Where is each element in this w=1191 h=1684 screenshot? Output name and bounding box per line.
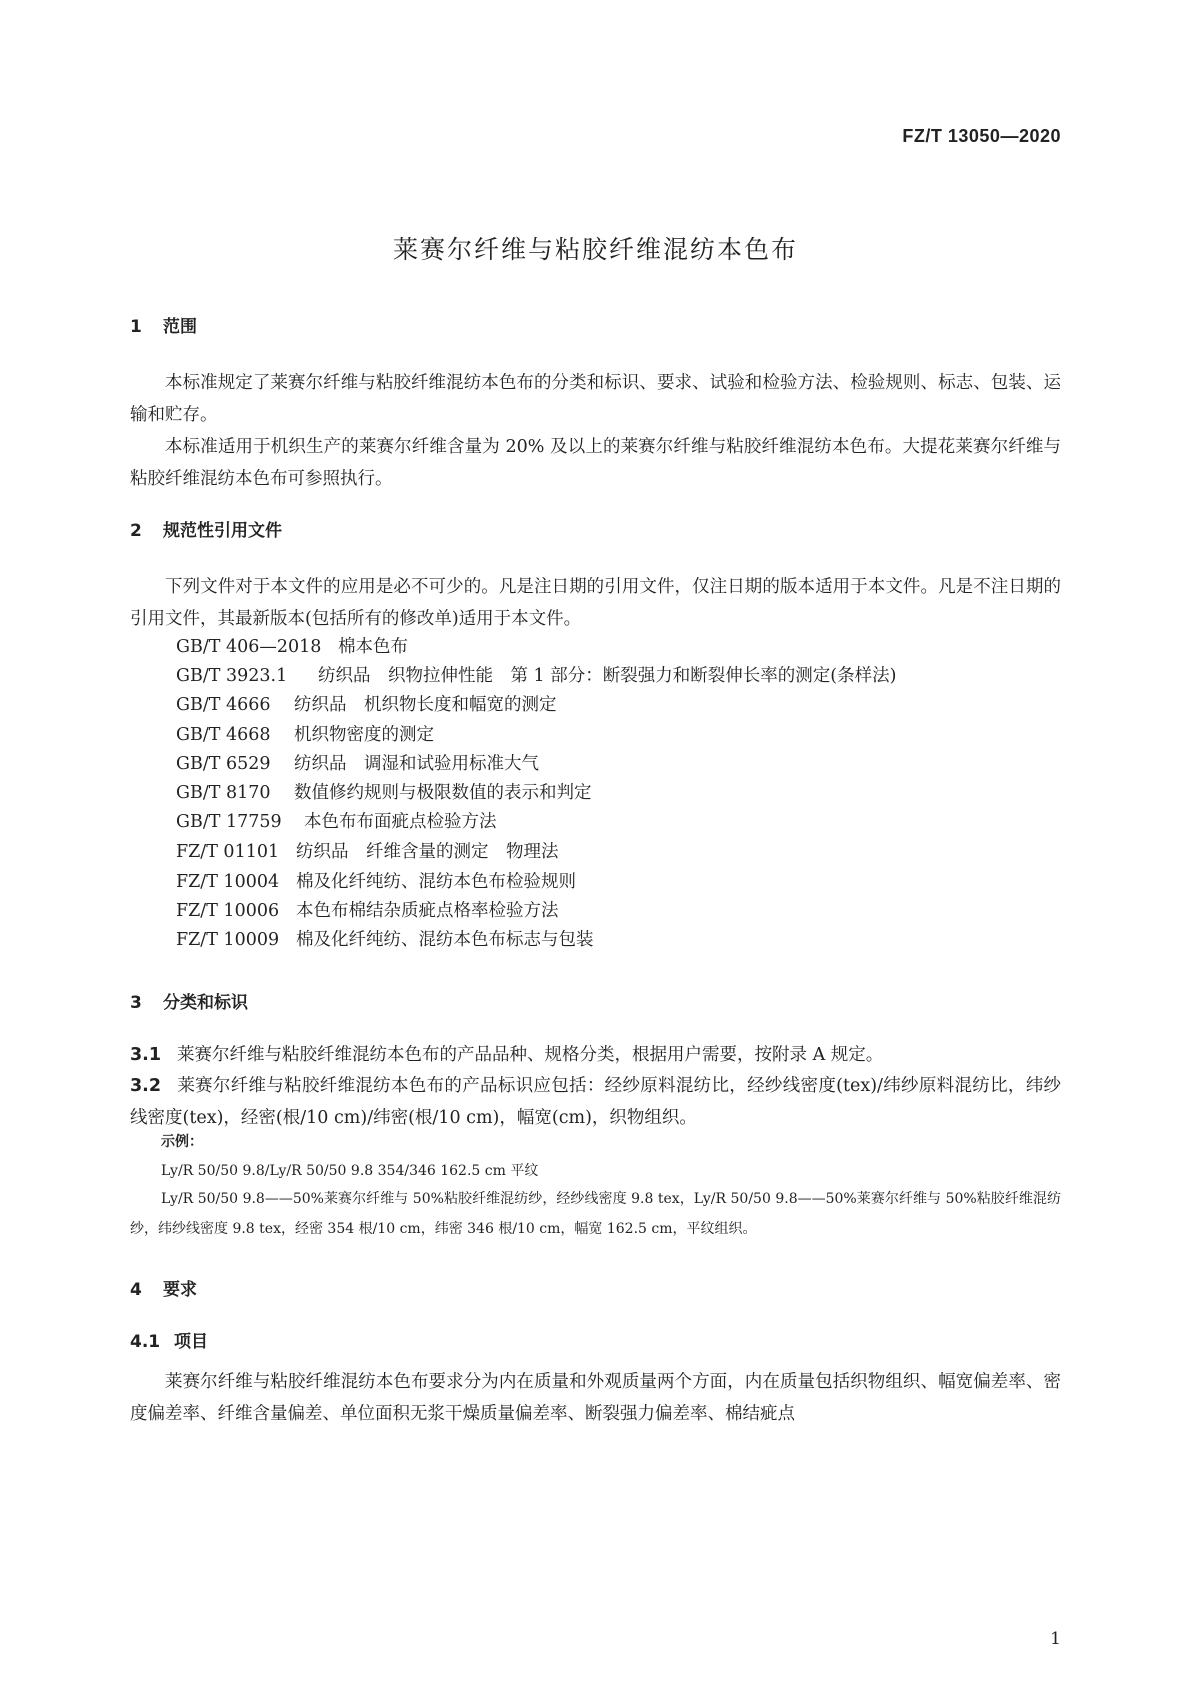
section-title: 范围: [163, 317, 197, 337]
clause-text: 莱赛尔纤维与粘胶纤维混纺本色布的产品品种、规格分类，根据用户需要，按附录 A 规定。: [177, 1045, 884, 1065]
section-title: 分类和标识: [163, 993, 248, 1013]
reference-title: 棉及化纤纯纺、混纺本色布标志与包装: [296, 930, 594, 950]
reference-title: 数值修约规则与极限数值的表示和判定: [294, 783, 592, 803]
section-1-paragraph-1: 本标准规定了莱赛尔纤维与粘胶纤维混纺本色布的分类和标识、要求、试验和检验方法、检验规则、标志、包装、运输和贮存。: [130, 373, 1061, 425]
reference-code: GB/T 3923.1: [176, 666, 288, 686]
section-1-heading: [130, 312, 197, 337]
section-2-heading: [130, 516, 282, 541]
clause-3-1: [130, 1039, 1061, 1071]
section-number: 3: [130, 993, 142, 1013]
reference-item: [176, 633, 408, 658]
reference-title: 纺织品 调湿和试验用标准大气: [294, 754, 539, 774]
reference-code: GB/T 4666: [176, 695, 271, 715]
reference-item: [176, 691, 557, 716]
reference-item: [176, 750, 539, 775]
reference-item: [176, 838, 559, 863]
reference-title: 机织物密度的测定: [294, 725, 434, 745]
reference-code: GB/T 6529: [176, 754, 271, 774]
reference-code: GB/T 406—2018: [176, 637, 322, 657]
document-title: 莱赛尔纤维与粘胶纤维混纺本色布: [392, 235, 798, 264]
reference-title: 纺织品 纤维含量的测定 物理法: [296, 842, 559, 862]
reference-item: [176, 779, 592, 804]
reference-item: [176, 662, 896, 687]
reference-code: GB/T 4668: [176, 725, 271, 745]
reference-code: FZ/T 10009: [176, 930, 280, 950]
section-1-paragraph-2: 本标准适用于机织生产的莱赛尔纤维含量为 20% 及以上的莱赛尔纤维与粘胶纤维混纺本色布。大提花莱赛尔纤维与粘胶纤维混纺本色布可参照执行。: [130, 437, 1061, 489]
clause-number: 3.2: [130, 1076, 162, 1096]
reference-title: 本色布布面疵点检验方法: [304, 812, 497, 832]
reference-code: FZ/T 10004: [176, 872, 280, 892]
subsection-number: 4.1: [130, 1332, 161, 1352]
reference-code: FZ/T 01101: [176, 842, 280, 862]
example-line: Ly/R 50/50 9.8/Ly/R 50/50 9.8 354/346 162.5 cm 平纹: [161, 1163, 539, 1179]
reference-code: GB/T 8170: [176, 783, 271, 803]
reference-title: 纺织品 织物拉伸性能 第 1 部分：断裂强力和断裂伸长率的测定(条样法): [318, 666, 897, 686]
reference-code: FZ/T 10006: [176, 901, 280, 921]
section-2-intro: 下列文件对于本文件的应用是必不可少的。凡是注日期的引用文件，仅注日期的版本适用于本文件。凡是不注日期的引用文件，其最新版本(包括所有的修改单)适用于本文件。: [130, 577, 1061, 629]
reference-title: 棉及化纤纯纺、混纺本色布检验规则: [296, 872, 576, 892]
reference-title: 棉本色布: [338, 637, 408, 657]
subsection-4-1-heading: [130, 1327, 208, 1352]
section-title: 规范性引用文件: [163, 521, 282, 541]
section-number: 1: [130, 317, 142, 337]
section-number: 4: [130, 1280, 142, 1300]
example-description: Ly/R 50/50 9.8——50%莱赛尔纤维与 50%粘胶纤维混纺纱，经纱线密度 9.8 tex，Ly/R 50/50 9.8——50%莱赛尔纤维与 50%粘胶纤维混纺纱，纬纱线密度 9.8 tex，经密 354 根/10 cm，纬密 346 根/10 cm，幅宽 162.5 cm，平纹组织。: [130, 1191, 1061, 1237]
clause-3-2: [130, 1070, 1061, 1134]
reference-title: 本色布棉结杂质疵点格率检验方法: [296, 901, 559, 921]
reference-title: 纺织品 机织物长度和幅宽的测定: [294, 695, 557, 715]
clause-number: 3.1: [130, 1045, 162, 1065]
reference-item: [176, 868, 576, 893]
reference-item: [176, 897, 559, 922]
section-4-heading: [130, 1275, 197, 1300]
reference-code: GB/T 17759: [176, 812, 282, 832]
reference-item: [176, 721, 434, 746]
reference-item: [176, 926, 594, 951]
section-number: 2: [130, 521, 142, 541]
subsection-title: 项目: [174, 1332, 208, 1352]
example-label: 示例：: [161, 1134, 203, 1150]
section-4-paragraph-1: 莱赛尔纤维与粘胶纤维混纺本色布要求分为内在质量和外观质量两个方面，内在质量包括织物组织、幅宽偏差率、密度偏差率、纤维含量偏差、单位面积无浆干燥质量偏差率、断裂强力偏差率、棉结疵点: [130, 1372, 1061, 1424]
standard-code: FZ/T 13050—2020: [902, 126, 1061, 146]
section-title: 要求: [163, 1280, 197, 1300]
reference-item: [176, 808, 497, 833]
page-number: 1: [1050, 1629, 1061, 1649]
clause-text: 莱赛尔纤维与粘胶纤维混纺本色布的产品标识应包括：经纱原料混纺比，经纱线密度(tex)/纬纱原料混纺比，纬纱线密度(tex)，经密(根/10 cm)/纬密(根/10 cm)，幅宽(cm)，织物组织。: [130, 1076, 1061, 1128]
section-3-heading: [130, 988, 248, 1013]
